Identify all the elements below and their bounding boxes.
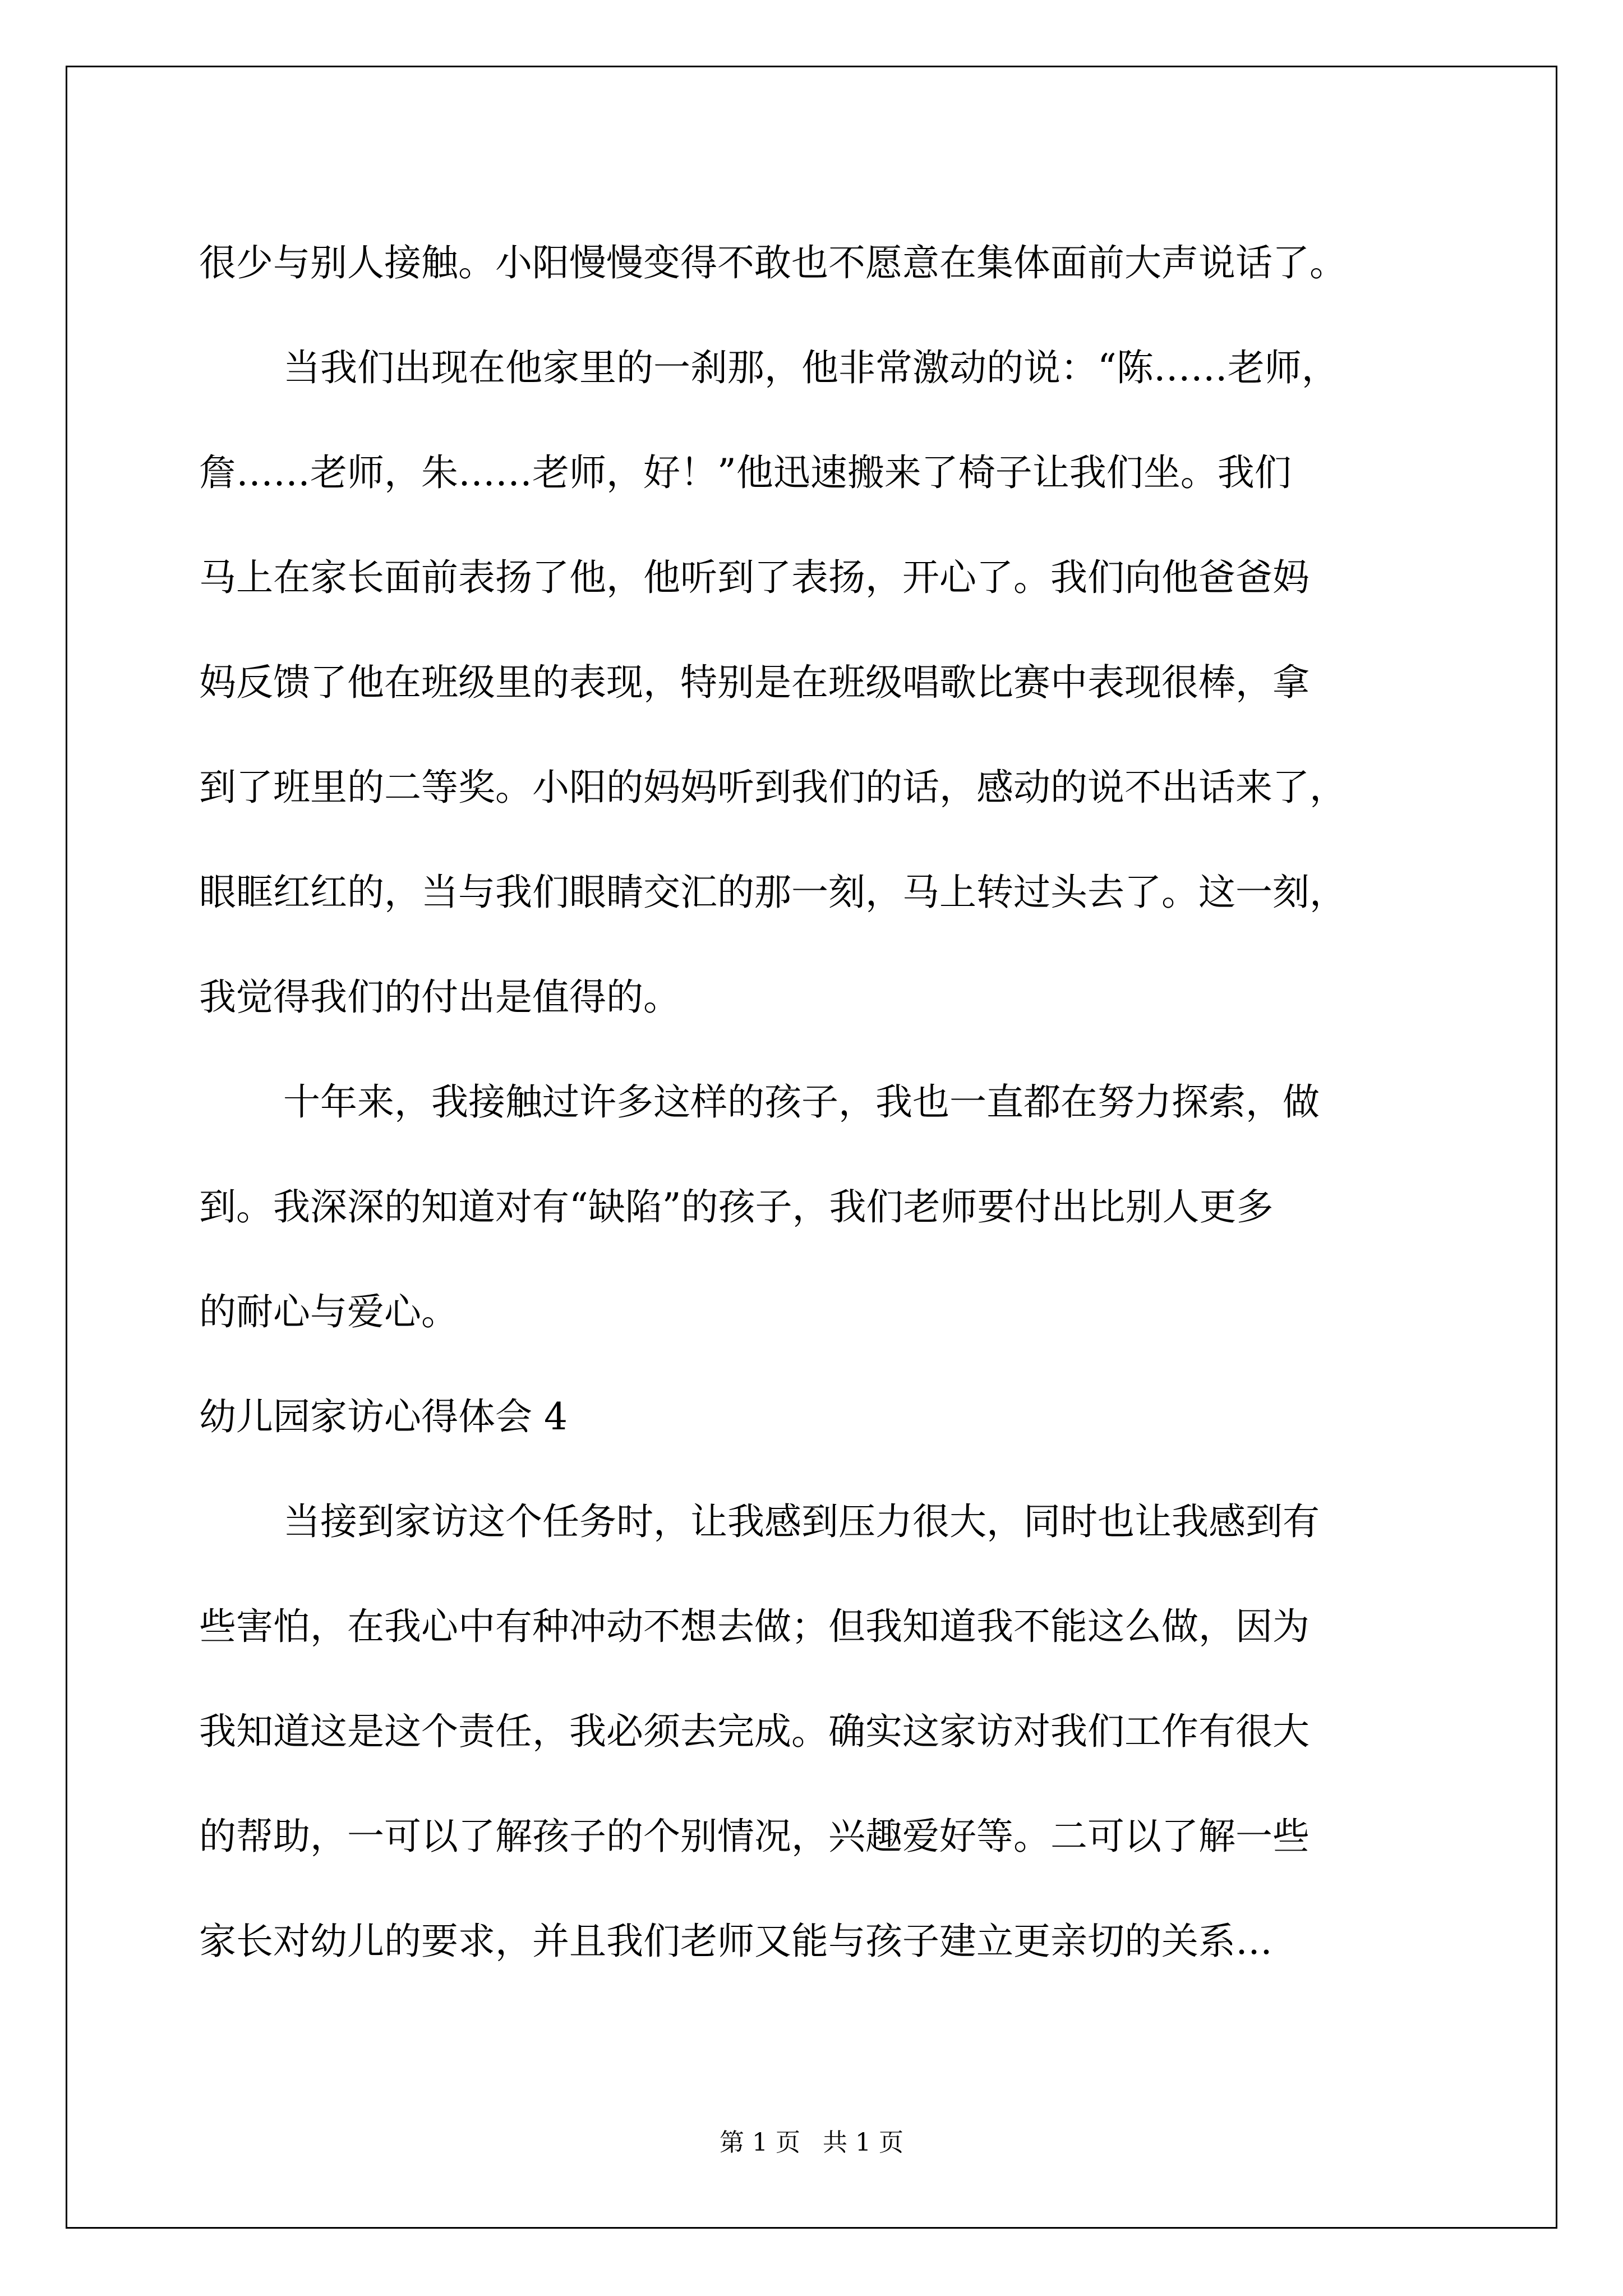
text-line-3: 詹……老师，朱……老师，好！”他迅速搬来了椅子让我们坐。我们 xyxy=(199,451,1292,494)
text-line-10: 到。我深深的知道对有“缺陷”的孩子，我们老师要付出比别人更多 xyxy=(199,1185,1274,1228)
text-line-1: 很少与别人接触。小阳慢慢变得不敢也不愿意在集体面前大声说话了。 xyxy=(199,241,1347,284)
text-line-6: 到了班里的二等奖。小阳的妈妈听到我们的话，感动的说不出话来了， xyxy=(199,766,1347,809)
text-line-13: 当接到家访这个任务时，让我感到压力很大，同时也让我感到有 xyxy=(283,1500,1320,1543)
text-line-11: 的耐心与爱心。 xyxy=(199,1290,458,1333)
text-line-5: 妈反馈了他在班级里的表现，特别是在班级唱歌比赛中表现很棒，拿 xyxy=(199,661,1310,704)
text-line-14: 些害怕，在我心中有种冲动不想去做；但我知道我不能这么做，因为 xyxy=(199,1605,1310,1648)
text-line-15: 我知道这是这个责任，我必须去完成。确实这家访对我们工作有很大 xyxy=(199,1710,1310,1753)
page-total: 共 1 页 xyxy=(823,2128,903,2157)
page-footer xyxy=(0,2127,1623,2159)
text-line-17: 家长对幼儿的要求，并且我们老师又能与孩子建立更亲切的关系… xyxy=(199,1920,1272,1963)
text-line-16: 的帮助，一可以了解孩子的个别情况，兴趣爱好等。二可以了解一些 xyxy=(199,1815,1310,1858)
text-line-7: 眼眶红红的，当与我们眼睛交汇的那一刻，马上转过头去了。这一刻， xyxy=(199,871,1347,914)
text-line-8: 我觉得我们的付出是值得的。 xyxy=(199,976,680,1019)
document-body xyxy=(199,210,1427,1994)
text-line-9: 十年来，我接触过许多这样的孩子，我也一直都在努力探索，做 xyxy=(283,1080,1320,1124)
text-line-4: 马上在家长面前表扬了他，他听到了表扬，开心了。我们向他爸爸妈 xyxy=(199,556,1310,599)
text-line-2: 当我们出现在他家里的一刹那，他非常激动的说：“陈……老师， xyxy=(283,346,1339,389)
page-number: 第 1 页 xyxy=(720,2128,800,2157)
section-heading: 幼儿园家访心得体会 4 xyxy=(199,1395,568,1438)
